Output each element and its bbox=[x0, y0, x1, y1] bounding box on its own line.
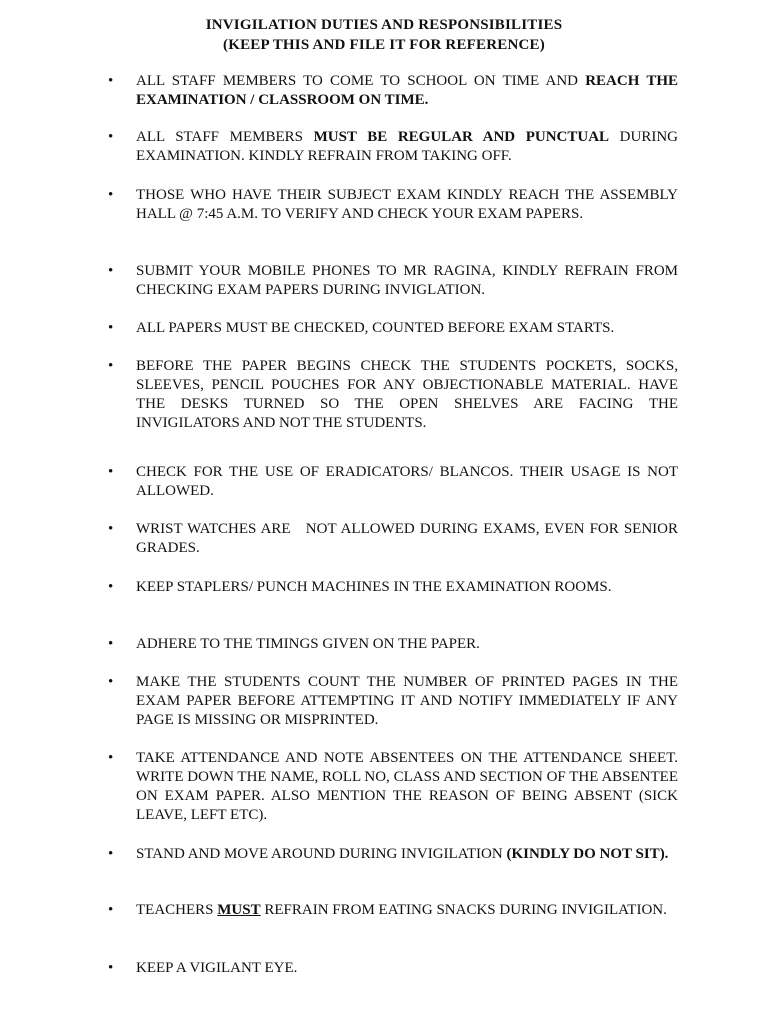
list-item: • WRIST WATCHES ARE NOT ALLOWED DURING EXAMS, EVEN FOR SENIOR GRADES. bbox=[108, 521, 682, 556]
list-item: • KEEP STAPLERS/ PUNCH MACHINES IN THE EXAMINATION ROOMS. bbox=[108, 579, 612, 595]
document-subtitle: (KEEP THIS AND FILE IT FOR REFERENCE) bbox=[223, 37, 545, 53]
list-item: • KEEP A VIGILANT EYE. bbox=[108, 960, 298, 976]
list-item: • MAKE THE STUDENTS COUNT THE NUMBER OF PRINTED PAGES IN THE EXAM PAPER BEFORE ATTEMPTING IT AND NOTIFY IMMEDIATELY IF ANY PAGE IS MISSING OR MISPRINTED. bbox=[108, 674, 678, 728]
bullet-icon: • bbox=[108, 187, 114, 203]
bullet-icon: • bbox=[108, 129, 114, 145]
bullet-icon: • bbox=[108, 674, 114, 690]
list-item: • CHECK FOR THE USE OF ERADICATORS/ BLANCOS. THEIR USAGE IS NOT ALLOWED. bbox=[108, 464, 678, 499]
bullet-icon: • bbox=[108, 320, 114, 336]
bullet-icon: • bbox=[108, 750, 114, 766]
bullet-icon: • bbox=[108, 263, 114, 279]
bullet-icon: • bbox=[108, 636, 114, 652]
list-item: • SUBMIT YOUR MOBILE PHONES TO MR RAGINA, KINDLY REFRAIN FROM CHECKING EXAM PAPERS DURING INVIGLATION. bbox=[108, 263, 678, 298]
list-item: • TEACHERS MUST REFRAIN FROM EATING SNACKS DURING INVIGILATION. bbox=[108, 902, 667, 918]
list-item: • ALL STAFF MEMBERS MUST BE REGULAR AND PUNCTUAL DURING EXAMINATION. KINDLY REFRAIN FROM TAKING OFF. bbox=[108, 129, 678, 164]
bullet-icon: • bbox=[108, 464, 114, 480]
bullet-icon: • bbox=[108, 846, 114, 862]
list-item: • THOSE WHO HAVE THEIR SUBJECT EXAM KINDLY REACH THE ASSEMBLY HALL @ 7:45 A.M. TO VERIFY AND CHECK YOUR EXAM PAPERS. bbox=[108, 187, 678, 222]
list-item: • ADHERE TO THE TIMINGS GIVEN ON THE PAPER. bbox=[108, 636, 480, 652]
bullet-icon: • bbox=[108, 960, 114, 976]
list-item: • TAKE ATTENDANCE AND NOTE ABSENTEES ON THE ATTENDANCE SHEET. WRITE DOWN THE NAME, ROLL NO, CLASS AND SECTION OF THE ABSENTEE ON EXAM PAPER. ALSO MENTION THE REASON OF BEING ABSENT (SICK LEAVE, LEFT ETC). bbox=[108, 750, 678, 823]
list-item: • BEFORE THE PAPER BEGINS CHECK THE STUDENTS POCKETS, SOCKS, SLEEVES, PENCIL POUCHES FOR ANY OBJECTIONABLE MATERIAL. HAVE THE DESKS TURNED SO THE OPEN SHELVES ARE FACING THE INVIGILATORS AND NOT THE STUDENTS. bbox=[108, 358, 678, 431]
bullet-icon: • bbox=[108, 579, 114, 595]
list-item: • STAND AND MOVE AROUND DURING INVIGILATION (KINDLY DO NOT SIT). bbox=[108, 846, 669, 862]
bullet-icon: • bbox=[108, 521, 114, 537]
list-item: • ALL STAFF MEMBERS TO COME TO SCHOOL ON TIME AND REACH THE EXAMINATION / CLASSROOM ON TIME. bbox=[108, 73, 678, 108]
bullet-icon: • bbox=[108, 73, 114, 89]
document-title: INVIGILATION DUTIES AND RESPONSIBILITIES bbox=[205, 17, 563, 33]
list-item: • ALL PAPERS MUST BE CHECKED, COUNTED BEFORE EXAM STARTS. bbox=[108, 320, 615, 336]
bullet-icon: • bbox=[108, 902, 114, 918]
bullet-icon: • bbox=[108, 358, 114, 374]
